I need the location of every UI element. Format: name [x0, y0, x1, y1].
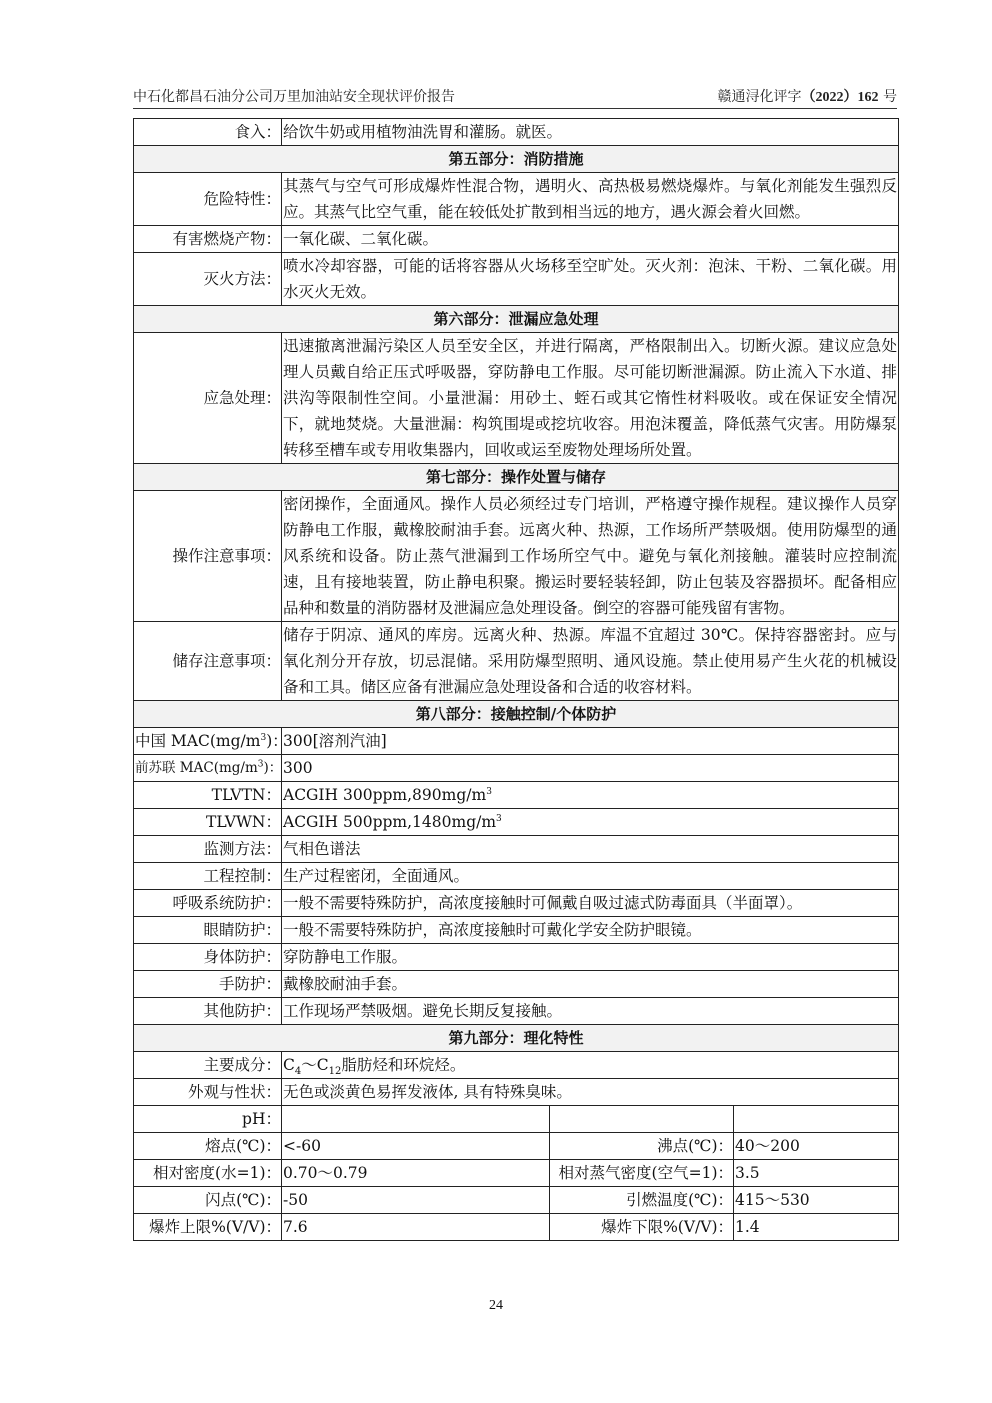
label-text: 中国 MAC(mg/m [135, 732, 261, 750]
table-row [134, 863, 899, 890]
section-title: 第七部分：操作处置与储存 [134, 464, 899, 491]
report-number [718, 86, 897, 106]
formula-c: C [316, 1056, 329, 1074]
row-label: 储存注意事项： [134, 622, 282, 701]
row-label: 相对蒸气密度(空气=1)： [550, 1160, 734, 1187]
label-text: 前苏联 MAC(mg/m [135, 760, 258, 776]
table-row [134, 782, 899, 809]
report-number-suffix: 号 [883, 89, 897, 105]
row-value: 3.5 [734, 1160, 899, 1187]
table-row [134, 253, 899, 306]
table-row [134, 119, 899, 146]
table-row [134, 333, 899, 464]
row-label: 爆炸下限%(V/V)： [550, 1214, 734, 1241]
section-title: 第九部分：理化特性 [134, 1025, 899, 1052]
row-label: 呼吸系统防护： [134, 890, 282, 917]
row-value: 0.70～0.79 [282, 1160, 550, 1187]
row-label: 灭火方法： [134, 253, 282, 306]
row-label: 身体防护： [134, 944, 282, 971]
table-row [134, 890, 899, 917]
value-sup: 3 [496, 813, 502, 824]
report-number-prefix: 赣通浔化评字 [717, 89, 802, 105]
value-text: ACGIH 500ppm,1480mg/m [283, 813, 497, 831]
row-label [550, 1106, 734, 1133]
report-number-num: 162 [857, 90, 879, 105]
row-label: 眼睛防护： [134, 917, 282, 944]
label-sup: 3 [257, 759, 264, 770]
row-value: 一般不需要特殊防护，高浓度接触时可佩戴自吸过滤式防毒面具（半面罩）。 [282, 890, 899, 917]
row-label: 相对密度(水=1)： [134, 1160, 282, 1187]
row-label: 有害燃烧产物： [134, 226, 282, 253]
value-text: ACGIH 300ppm,890mg/m [283, 786, 487, 804]
table-row [134, 944, 899, 971]
row-label: 沸点(℃)： [550, 1133, 734, 1160]
value-sup: 3 [486, 786, 492, 797]
table-row [134, 226, 899, 253]
table-row [134, 998, 899, 1025]
table-row [134, 1214, 899, 1241]
row-value [282, 1106, 550, 1133]
section-title: 第八部分：接触控制/个体防护 [134, 701, 899, 728]
row-value: 40～200 [734, 1133, 899, 1160]
page-header [133, 86, 897, 108]
row-label: 操作注意事项： [134, 491, 282, 622]
row-label: TLVWN： [134, 809, 282, 836]
table-row [134, 917, 899, 944]
page-number: 24 [489, 1298, 503, 1313]
row-value: 300[溶剂汽油] [282, 728, 899, 755]
row-value: 戴橡胶耐油手套。 [282, 971, 899, 998]
table-row [134, 755, 899, 782]
row-label: 主要成分： [134, 1052, 282, 1079]
formula-sub: 12 [328, 1066, 342, 1078]
table-row [134, 971, 899, 998]
table-row [134, 1052, 899, 1079]
row-value: 密闭操作，全面通风。操作人员必须经过专门培训，严格遵守操作规程。建议操作人员穿防静电工作服，戴橡胶耐油手套。远离火种、热源，工作场所严禁吸烟。使用防爆型的通风系统和设备。防止蒸气泄漏到工作场所空气中。避免与氧化剂接触。灌装时应控制流速，且有接地装置，防止静电积聚。搬运时要轻装轻卸，防止包装及容器损坏。配备相应品种和数量的消防器材及泄漏应急处理设备。倒空的容器可能残留有害物。 [282, 491, 899, 622]
row-label [134, 728, 288, 755]
msds-table [133, 118, 899, 1241]
table-row [134, 809, 899, 836]
section-title: 第五部分：消防措施 [134, 146, 899, 173]
row-label: TLVTN： [134, 782, 282, 809]
row-label: 闪点(℃)： [134, 1187, 282, 1214]
table-row [134, 1106, 899, 1133]
row-value: 生产过程密闭，全面通风。 [282, 863, 899, 890]
row-value: <-60 [282, 1133, 550, 1160]
row-value [282, 809, 899, 836]
row-label: 工程控制： [134, 863, 282, 890]
section-title: 第六部分：泄漏应急处理 [134, 306, 899, 333]
row-value: 一氧化碳、二氧化碳。 [282, 226, 899, 253]
row-label: 外观与性状： [134, 1079, 282, 1106]
row-label: 食入： [134, 119, 282, 146]
table-row [134, 1133, 899, 1160]
row-value: 415～530 [734, 1187, 899, 1214]
table-row [134, 1079, 899, 1106]
row-label: 危险特性： [134, 173, 282, 226]
row-label: 熔点(℃)： [134, 1133, 282, 1160]
row-value [734, 1106, 899, 1133]
formula-sub: 4 [294, 1066, 302, 1078]
row-value: 穿防静电工作服。 [282, 944, 899, 971]
label-sup: 3 [260, 732, 267, 743]
formula-rest: 脂肪烃和环烷烃。 [341, 1056, 466, 1074]
row-value: 喷水冷却容器，可能的话将容器从火场移至空旷处。灭火剂：泡沫、干粉、二氧化碳。用水灭火无效。 [282, 253, 899, 306]
table-row [134, 1160, 899, 1187]
row-value: -50 [282, 1187, 550, 1214]
row-label: 其他防护： [134, 998, 282, 1025]
row-label: 爆炸上限%(V/V)： [134, 1214, 282, 1241]
row-value [282, 1052, 899, 1079]
row-value: 气相色谱法 [282, 836, 899, 863]
table-row [134, 728, 899, 755]
row-label: 手防护： [134, 971, 282, 998]
formula-c: C [283, 1056, 295, 1074]
row-value: 一般不需要特殊防护，高浓度接触时可戴化学安全防护眼镜。 [282, 917, 899, 944]
row-value: 无色或淡黄色易挥发液体, 具有特殊臭味。 [282, 1079, 899, 1106]
report-number-year: （2022） [801, 90, 858, 105]
row-value [282, 782, 899, 809]
table-row [134, 622, 899, 701]
label-suffix: )： [263, 760, 283, 776]
row-label: pH： [134, 1106, 282, 1133]
header-divider [133, 108, 897, 109]
table-row [134, 1187, 899, 1214]
row-value: 工作现场严禁吸烟。避免长期反复接触。 [282, 998, 899, 1025]
table-row [134, 836, 899, 863]
row-value: 1.4 [734, 1214, 899, 1241]
formula-tilde: ～ [301, 1056, 317, 1074]
row-value: 迅速撤离泄漏污染区人员至安全区，并进行隔离，严格限制出入。切断火源。建议应急处理人员戴自给正压式呼吸器，穿防静电工作服。尽可能切断泄漏源。防止流入下水道、排洪沟等限制性空间。小量泄漏：用砂土、蛭石或其它惰性材料吸收。或在保证安全情况下，就地焚烧。大量泄漏：构筑围堤或挖坑收容。用泡沫覆盖，降低蒸气灾害。用防爆泵转移至槽车或专用收集器内，回收或运至废物处理场所处置。 [282, 333, 899, 464]
row-label: 引燃温度(℃)： [550, 1187, 734, 1214]
report-title: 中石化都昌石油分公司万里加油站安全现状评价报告 [133, 89, 455, 105]
row-value: 7.6 [282, 1214, 550, 1241]
row-label [134, 755, 282, 782]
row-value: 给饮牛奶或用植物油洗胃和灌肠。就医。 [282, 119, 899, 146]
row-value: 储存于阴凉、通风的库房。远离火种、热源。库温不宜超过 30℃。保持容器密封。应与氧化剂分开存放，切忌混储。采用防爆型照明、通风设施。禁止使用易产生火花的机械设备和工具。储区应备有泄漏应急处理设备和合适的收容材料。 [282, 622, 899, 701]
row-label: 应急处理： [134, 333, 282, 464]
row-value: 其蒸气与空气可形成爆炸性混合物，遇明火、高热极易燃烧爆炸。与氧化剂能发生强烈反应。其蒸气比空气重，能在较低处扩散到相当远的地方，遇火源会着火回燃。 [282, 173, 899, 226]
table-row [134, 173, 899, 226]
row-value: 300 [282, 755, 899, 782]
label-suffix: )： [266, 732, 288, 750]
table-row [134, 491, 899, 622]
row-label: 监测方法： [134, 836, 282, 863]
